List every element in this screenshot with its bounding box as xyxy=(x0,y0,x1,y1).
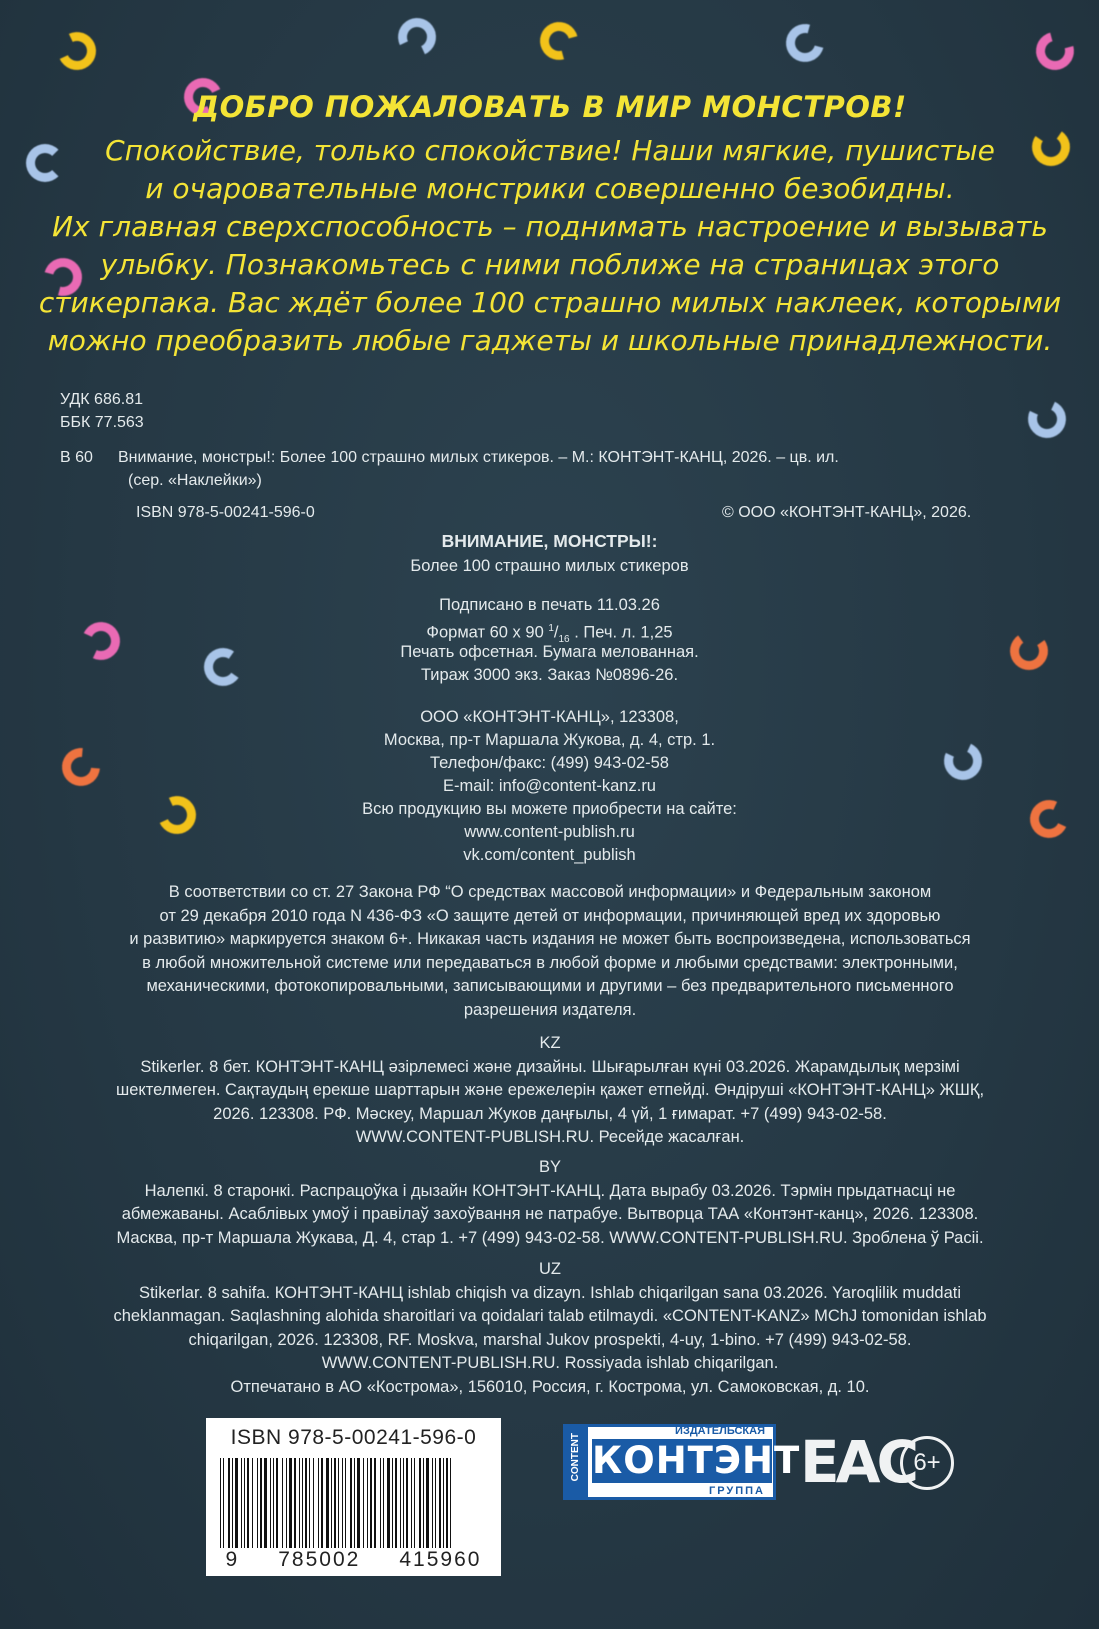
barcode-bar xyxy=(450,1458,451,1553)
bibliographic-description: Внимание, монстры!: Более 100 страшно милых стикеров. – М.: КОНТЭНТ-КАНЦ, 2026. – цв. ил. xyxy=(118,449,839,466)
legal-notice-kz xyxy=(60,1032,1040,1150)
legal-line: Stikerlar. 8 sahifa. КОНТЭНТ-КАНЦ ishlab chiqish va dizayn. Ishlab chiqarilgan sana 03.2026. Yaroqlilik muddati xyxy=(138,1283,962,1302)
legal-line: разрешения издателя. xyxy=(463,1000,637,1019)
barcode-bar xyxy=(289,1458,292,1553)
publisher-address: Москва, пр-т Маршала Жукова, д. 4, стр. 1. xyxy=(383,731,716,749)
isbn-barcode xyxy=(206,1418,501,1576)
barcode-bar xyxy=(318,1458,319,1553)
publisher-phone: Телефон/факс: (499) 943-02-58 xyxy=(430,754,669,772)
legal-line: chiqarilgan, 2026. 123308, RF. Moskva, marshal Jukov prospekti, 4-uy, 1-bino. +7 (499) 943-02-58. xyxy=(188,1330,912,1349)
barcode-bar xyxy=(313,1458,314,1553)
barcode-bar xyxy=(426,1458,429,1553)
legal-notice-by xyxy=(60,1156,1040,1250)
barcode-bar xyxy=(387,1458,390,1553)
publisher-company: ООО «КОНТЭНТ-КАНЦ», 123308, xyxy=(420,708,679,726)
printer-info: Отпечатано в АО «Кострома», 156010, Россия, г. Кострома, ул. Самоковская, д. 10. xyxy=(230,1377,870,1396)
format-numerator: 1 xyxy=(548,623,554,634)
language-label: BY xyxy=(538,1158,561,1176)
format-text: Формат 60 х 90 xyxy=(426,623,544,642)
series-note: (сер. «Наклейки») xyxy=(128,472,262,489)
barcode-bar xyxy=(235,1458,238,1553)
barcode-bar xyxy=(331,1458,332,1553)
legal-line: В соответствии со ст. 27 Закона РФ “О средствах массовой информации» и Федеральным законом xyxy=(168,883,932,901)
barcode-bar xyxy=(338,1458,339,1553)
barcode-bar xyxy=(264,1458,267,1553)
barcode-bar xyxy=(380,1458,381,1553)
barcode-bar xyxy=(260,1458,262,1553)
ring-decoration-icon xyxy=(1029,25,1081,77)
barcode-bar xyxy=(345,1458,346,1553)
barcode-digit-group: 785002 xyxy=(278,1548,361,1571)
format-denominator: 16 xyxy=(558,633,570,645)
signed-to-print: Подписано в печать 11.03.26 xyxy=(439,596,660,614)
barcode-bar xyxy=(334,1458,336,1553)
shop-note: Всю продукцию вы можете приобрести на сайте: xyxy=(362,800,737,818)
barcode-bar xyxy=(257,1458,258,1553)
ring-decoration-icon xyxy=(53,27,102,76)
logo-main-text: КОНТЭНТ xyxy=(592,1439,801,1482)
barcode-bar xyxy=(342,1458,343,1553)
barcode-bar xyxy=(357,1458,360,1553)
barcode-bar xyxy=(350,1458,352,1553)
age-rating-badge: 6+ xyxy=(900,1436,954,1490)
book-title: ВНИМАНИЕ, МОНСТРЫ!: xyxy=(441,531,658,551)
ring-decoration-icon xyxy=(393,13,442,62)
intro-text xyxy=(30,82,1070,360)
isbn-text: ISBN 978-5-00241-596-0 xyxy=(136,504,315,521)
website: www.content-publish.ru xyxy=(464,823,635,841)
barcode-bar xyxy=(252,1458,253,1553)
barcode-bar xyxy=(446,1458,448,1553)
barcode-bar xyxy=(228,1458,230,1553)
legal-line: абмежаваны. Асаблівых умоў і правілаў захоўвання не патрабуе. Вытворца ТАА «Контэнт-канц», 2026. 123308. xyxy=(121,1205,979,1223)
barcode-digits xyxy=(206,1548,501,1572)
barcode-bar xyxy=(232,1458,233,1553)
barcode-bar xyxy=(383,1458,384,1553)
barcode-bar xyxy=(367,1458,368,1553)
book-subtitle: Более 100 страшно милых стикеров xyxy=(410,557,689,575)
legal-line: от 29 декабря 2010 года N 436-ФЗ «О защите детей от информации, причиняющей вред их здоровью xyxy=(159,906,941,925)
barcode-bar xyxy=(423,1458,424,1553)
legal-notice-ru xyxy=(60,881,1040,1022)
barcode-bar xyxy=(411,1458,412,1553)
barcode-bar xyxy=(294,1458,296,1553)
barcode-bar xyxy=(395,1458,397,1553)
book-format: Формат 60 х 90 $^1/_{16}$ . Печ. л. 1,25 xyxy=(426,623,673,645)
barcode-bar xyxy=(223,1458,224,1553)
intro-line: и очаровательные монстрики совершенно безобидны. xyxy=(145,172,955,205)
legal-line: cheklanmagan. Saqlashning alohida sharoitlari va qoidalari talab etilmaydi. «CONTENT-KANZ» MChJ tomonidan ishlab xyxy=(113,1307,987,1325)
barcode-bar xyxy=(282,1458,283,1553)
legal-line: WWW.CONTENT-PUBLISH.RU. Rossiyada ishlab chiqarilgan. xyxy=(321,1354,779,1372)
legal-line: Stikerler. 8 бет. КОНТЭНТ-КАНЦ әзірлемесі және дизайны. Шығарылған күні 03.2026. Жарамдылық мерзімі xyxy=(140,1057,960,1076)
barcode-bars xyxy=(220,1458,488,1553)
intro-line: Их главная сверхспособность – поднимать настроение и вызывать xyxy=(52,210,1048,243)
barcode-bar xyxy=(414,1458,415,1553)
print-type: Печать офсетная. Бумага мелованная. xyxy=(400,643,699,661)
library-code: В 60 xyxy=(60,449,93,466)
legal-line: в любой множительной системе или передаваться в любой форме и любыми средствами: электронными, xyxy=(142,953,958,972)
barcode-bar xyxy=(370,1458,372,1553)
intro-line: улыбку. Познакомьтесь с ними поближе на страницах этого xyxy=(100,248,1000,281)
barcode-bar xyxy=(270,1458,271,1553)
barcode-bar xyxy=(435,1458,436,1553)
logo-bottom-text: ГРУППА xyxy=(708,1485,765,1497)
barcode-bar xyxy=(321,1458,323,1553)
barcode-bar xyxy=(439,1458,441,1553)
logo-side-strip xyxy=(566,1427,588,1497)
eac-mark-icon: EAC xyxy=(800,1428,916,1496)
barcode-bar xyxy=(286,1458,287,1553)
barcode-bar xyxy=(309,1458,310,1553)
intro-line: можно преобразить любые гаджеты и школьные принадлежности. xyxy=(47,324,1053,357)
barcode-bar xyxy=(406,1458,408,1553)
barcode-bar xyxy=(247,1458,249,1553)
barcode-digit-group: 9 xyxy=(225,1548,240,1571)
barcode-digit-group: 415960 xyxy=(399,1548,482,1571)
legal-line: Масква, пр-т Маршала Жукава, Д. 4, стар 1. +7 (499) 943-02-58. WWW.CONTENT-PUBLISH.RU. Зроблена ў Расіі. xyxy=(116,1228,984,1247)
ring-decoration-icon xyxy=(1023,395,1072,444)
udk-code: УДК 686.81 xyxy=(60,391,143,408)
barcode-bar xyxy=(276,1458,278,1553)
legal-line: механическими, фотокопировальными, записывающими и другими – без предварительного письменного xyxy=(146,977,954,995)
barcode-bar xyxy=(241,1458,242,1553)
ring-decoration-icon xyxy=(533,15,585,67)
publisher-logo xyxy=(563,1424,801,1500)
language-label: UZ xyxy=(539,1260,561,1278)
barcode-bar xyxy=(273,1458,274,1553)
barcode-isbn: ISBN 978-5-00241-596-0 xyxy=(230,1426,477,1449)
language-label: KZ xyxy=(539,1034,561,1052)
barcode-bar xyxy=(326,1458,329,1553)
barcode-bar xyxy=(419,1458,421,1553)
intro-heading: ДОБРО ПОЖАЛОВАТЬ В МИР МОНСТРОВ! xyxy=(193,90,907,124)
barcode-bar xyxy=(443,1458,444,1553)
barcode-bar xyxy=(305,1458,307,1553)
logo-top-text: ИЗДАТЕЛЬСКАЯ xyxy=(675,1425,765,1437)
barcode-bar xyxy=(374,1458,376,1553)
barcode-bar xyxy=(363,1458,364,1553)
publisher-email: E-mail: info@content-kanz.ru xyxy=(442,777,656,795)
barcode-bar xyxy=(432,1458,433,1553)
legal-line: шектелмеген. Сақтаудың ерекше шарттарын және ережелерін қажет етпейді. Өндіруші «КОНТЭНТ-КАНЦ» ЖШҚ, xyxy=(115,1081,985,1099)
barcode-bar xyxy=(244,1458,245,1553)
legal-notice-uz xyxy=(60,1258,1040,1399)
barcode-bar xyxy=(354,1458,355,1553)
barcode-bar xyxy=(299,1458,300,1553)
print-run: Тираж 3000 экз. Заказ №0896-26. xyxy=(420,666,679,684)
legal-line: Налепкі. 8 старонкі. Распрацоўка і дызайн КОНТЭНТ-КАНЦ. Дата вырабу 03.2026. Тэрмін прыдатнасці не xyxy=(144,1181,956,1200)
barcode-bar xyxy=(302,1458,303,1553)
ring-decoration-icon xyxy=(779,17,831,69)
bbk-code: ББК 77.563 xyxy=(60,414,144,431)
barcode-bar xyxy=(400,1458,401,1553)
legal-line: и развитию» маркируется знаком 6+. Никакая часть издания не может быть воспроизведена, использоваться xyxy=(129,930,971,948)
format-sheets: . Печ. л. 1,25 xyxy=(574,623,673,642)
legal-line: WWW.CONTENT-PUBLISH.RU. Ресейде жасалған. xyxy=(355,1128,745,1146)
legal-line: 2026. 123308. РФ. Мәскеу, Маршал Жуков даңғылы, 4 үй, 1 ғимарат. +7 (499) 943-02-58. xyxy=(213,1104,887,1123)
barcode-bar xyxy=(403,1458,404,1553)
vk-link: vk.com/content_publish xyxy=(463,846,636,864)
intro-line: стикерпака. Вас ждёт более 100 страшно милых наклеек, которыми xyxy=(38,286,1062,319)
copyright-text: © ООО «КОНТЭНТ-КАНЦ», 2026. xyxy=(722,504,972,521)
barcode-bar xyxy=(220,1458,221,1553)
logo-side-text: CONTENT xyxy=(570,1433,581,1482)
intro-line: Спокойствие, только спокойствие! Наши мягкие, пушистые xyxy=(105,134,995,167)
barcode-bar xyxy=(392,1458,393,1553)
